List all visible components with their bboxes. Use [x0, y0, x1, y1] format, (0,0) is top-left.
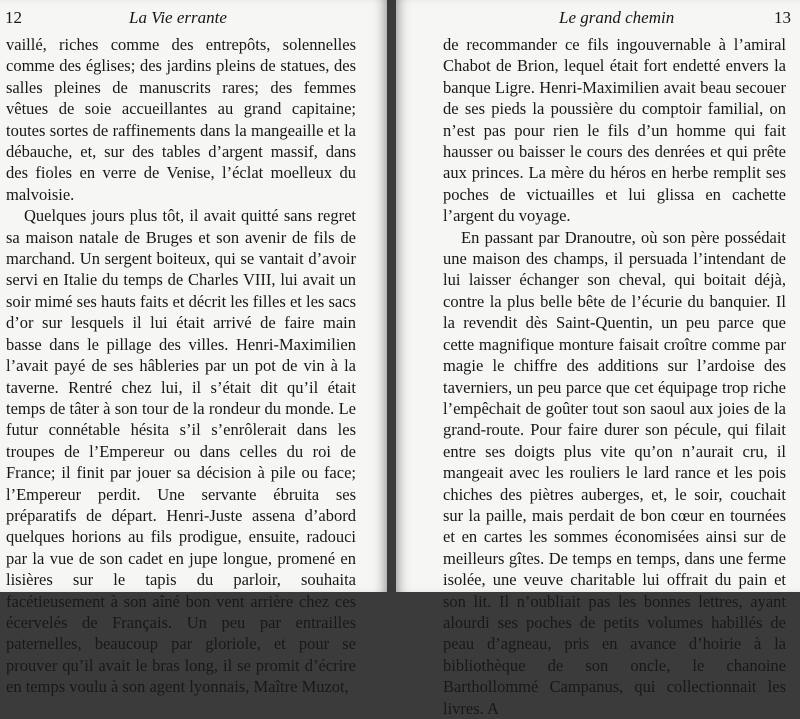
right-running-head [396, 7, 791, 29]
right-paragraph-1: de recommander ce fils ingouvernable à l’amiral Chabot de Brion, lequel était fort endetté envers la banque Ligre. Henri-Maximilien avait beau secouer de ses pieds la poussière du comptoir familial, on n’est pas pour rien le fils d’un homme qui fait hausser ou baisser le cours des denrées et qui prête aux princes. La mère du héros en herbe remplit ses poches de victuailles et lui glissa en cachette l’argent du voyage. [443, 35, 786, 226]
right-running-title: Le grand chemin [559, 8, 675, 27]
left-running-title: La Vie errante [129, 8, 227, 27]
left-page-body [6, 34, 356, 698]
right-paragraph-2: En passant par Dranoutre, où son père possédait une maison des champs, il persuada l’intendant de lui laisser échanger son cheval, qui boitait déjà, contre la plus belle bête de l’écurie du banquier. Il la revendit dès Saint-Quentin, un peu parce que cette magnifique monture faisait croître comme par magie le chiffre des additions sur l’ardoise des taverniers, un peu parce que cet équipage trop riche l’empêchait de goûter tout son saoul aux joies de la grand-route. Pour faire durer son pécule, qui filait entre ses doigts plus vite qu’on n’aurait cru, il mangeait avec les rouliers le lard rance et les pois chiches des piètres auberges, et, le soir, couchait sur la paille, mais perdait de bon cœur en tournées et en cartes les sommes économisées ainsi sur de meilleurs gîtes. De temps en temps, dans une ferme isolée, une veuve charitable lui offrait du pain et son lit. Il n’oubliait pas les bonnes lettres, ayant alourdi ses poches de petits volumes habillés de peau d’agneau, pris en avance d’hoirie à la bibliothèque de son oncle, le chanoine Barthollommé Campanus, qui collectionnait les livres. A [443, 227, 786, 718]
left-paragraph-1: vaillé, riches comme des entrepôts, solennelles comme des églises; des jardins pleins de statues, des salles pleines de manuscrits rares; des femmes vêtues de soie accueillantes au grand capitaine; toutes sortes de raffinements dans la mangeaille et la débauche, et, sur des tables d’argent massif, dans des fioles en verre de Venise, l’éclat moelleux du malvoisie. [6, 35, 356, 204]
left-running-head [5, 7, 365, 29]
left-paragraph-2: Quelques jours plus tôt, il avait quitté sans regret sa maison natale de Bruges et son avenir de fils de marchand. Un sergent boiteux, qui se vantait d’avoir servi en Italie du temps de Charles VIII, lui avait un soir mimé ses hauts faits et décrit les filles et les sacs d’or sur lesquels il lui était arrivé de faire main basse dans le pillage des villes. Henri-Maximilien l’avait payé de ses hâbleries par un pot de vin à la taverne. Rentré chez lui, il s’était dit qu’il était temps de tâter à son tour de la rondeur du monde. Le futur connétable hésita s’il s’enrôlerait dans les troupes de l’Empereur ou dans celles du roi de France; il finit par jouer sa décision à pile ou face; l’Empereur perdit. Une servante ébruita ses préparatifs de départ. Henri-Juste assena d’abord quelques horions au fils prodigue, ensuite, radouci par la vue de son cadet en jupe longue, promené en lisières sur le tapis du parloir, souhaita facétieusement à son aîné bon vent arrière chez ces écervelés de Français. Un peu par entrailles paternelles, beaucoup par gloriole, et pour se prouver qu’il avait le bras long, il se promit d’écrire en temps voulu à son agent lyonnais, Maître Muzot, [6, 206, 356, 697]
right-page-body [443, 34, 786, 719]
left-page-number: 12 [5, 8, 22, 27]
right-page [396, 0, 800, 718]
left-page [0, 0, 387, 697]
right-page-number: 13 [774, 8, 791, 27]
